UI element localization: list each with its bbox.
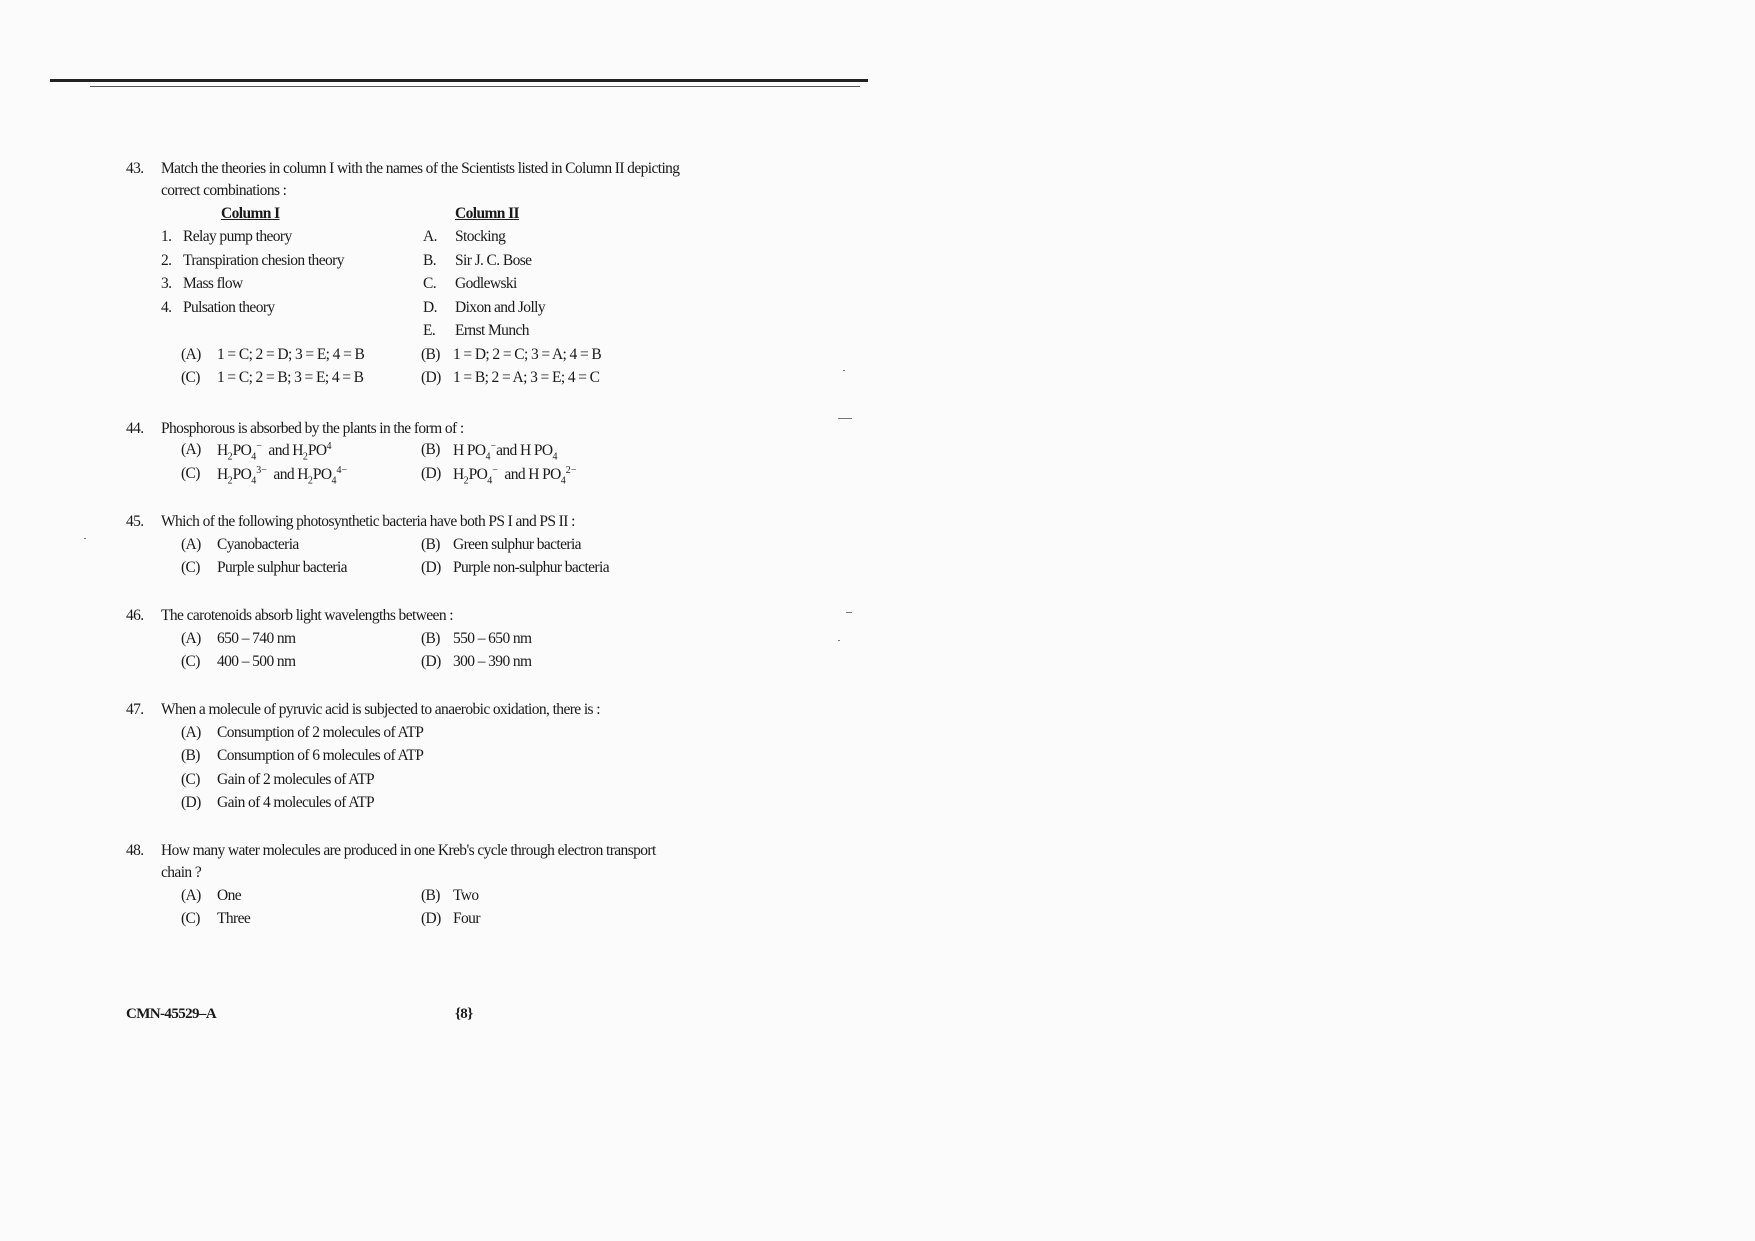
option-text: 1 = B; 2 = A; 3 = E; 4 = C	[453, 369, 600, 387]
top-rule	[50, 79, 868, 82]
option-text: 1 = C; 2 = D; 3 = E; 4 = B	[217, 345, 365, 363]
option-label: (B)	[421, 441, 440, 459]
question-number: 43.	[126, 160, 144, 177]
question-46	[126, 605, 686, 674]
option-label: (B)	[181, 747, 200, 765]
column-1-item: Transpiration chesion theory	[183, 251, 344, 269]
scan-speck	[838, 640, 840, 641]
option-label: (C)	[181, 770, 200, 788]
top-rule-thin	[90, 86, 860, 87]
option-label: (D)	[421, 559, 441, 577]
question-text: Match the theories in column I with the names of the Scientists listed in Column II depicting correct combinations :	[161, 160, 680, 199]
scan-speck	[843, 370, 845, 371]
option-label: (C)	[181, 910, 200, 928]
option-label: (D)	[421, 910, 441, 928]
question-number: 47.	[126, 701, 144, 718]
option-label: (B)	[421, 886, 440, 904]
option-text: Gain of 4 molecules of ATP	[217, 794, 375, 812]
option-text: One	[217, 886, 242, 904]
option-text: Three	[217, 910, 251, 928]
question-number: 46.	[126, 607, 144, 624]
option-label: (A)	[181, 535, 201, 553]
scan-speck	[84, 538, 86, 539]
option-text: 1 = C; 2 = B; 3 = E; 4 = B	[217, 369, 364, 387]
question-44	[126, 418, 686, 487]
option-text: Two	[453, 886, 479, 904]
option-text: $H_2PO_4^{3-}$ and $H_2PO_4^{4-}$	[217, 464, 348, 486]
question-48	[126, 840, 686, 931]
option-text: 650 – 740 nm	[217, 629, 296, 647]
column-1-item: Mass flow	[183, 275, 243, 293]
question-number: 44.	[126, 420, 144, 437]
question-text: Which of the following photosynthetic bacteria have both PS I and PS II :	[161, 513, 575, 530]
option-label: (B)	[421, 345, 440, 363]
option-text: Cyanobacteria	[217, 535, 299, 553]
option-label: (D)	[421, 369, 441, 387]
option-label: (B)	[421, 535, 440, 553]
option-text: $H_2PO_4^-$ and $H_2PO^4$	[217, 441, 332, 463]
page-number: {8}	[455, 1006, 473, 1022]
option-text: 550 – 650 nm	[453, 629, 532, 647]
option-text: 300 – 390 nm	[453, 653, 532, 671]
option-text: Purple sulphur bacteria	[217, 559, 347, 577]
option-label: (D)	[421, 464, 441, 482]
question-text: The carotenoids absorb light wavelengths between :	[161, 607, 453, 624]
option-label: (D)	[421, 653, 441, 671]
option-text: Four	[453, 910, 480, 928]
option-text: Purple non-sulphur bacteria	[453, 559, 609, 577]
question-text: Phosphorous is absorbed by the plants in the form of :	[161, 420, 464, 437]
option-label: (D)	[181, 794, 201, 812]
column-1-item: Pulsation theory	[183, 298, 275, 316]
column-2-item: Godlewski	[455, 275, 517, 293]
option-text: 400 – 500 nm	[217, 653, 296, 671]
column-1-item: Relay pump theory	[183, 228, 292, 246]
question-45	[126, 511, 686, 580]
option-text: Green sulphur bacteria	[453, 535, 581, 553]
column-1-heading: Column I	[221, 204, 280, 222]
column-2-item: Sir J. C. Bose	[455, 251, 532, 269]
question-47	[126, 699, 686, 815]
option-label: (C)	[181, 369, 200, 387]
scan-speck	[846, 612, 852, 613]
option-label: (A)	[181, 441, 201, 459]
column-2-item: Dixon and Jolly	[455, 298, 546, 316]
question-number: 48.	[126, 842, 144, 859]
option-label: (A)	[181, 629, 201, 647]
paper-code: CMN-45529–A	[126, 1006, 217, 1022]
question-text: When a molecule of pyruvic acid is subjected to anaerobic oxidation, there is :	[161, 701, 600, 718]
option-text: $H_2PO_4^-$ and H $PO_4^{2-}$	[453, 464, 577, 486]
scan-speck	[838, 418, 852, 419]
option-text: 1 = D; 2 = C; 3 = A; 4 = B	[453, 345, 602, 363]
option-label: (C)	[181, 559, 200, 577]
question-number: 45.	[126, 513, 144, 530]
option-label: (C)	[181, 653, 200, 671]
question-43: 43. Match the theories in column I with the names of the Scientists listed in Column II depicting correct combinations : Column I Column II 1. Relay pump theory A. Stocking 2. Transpiration chesion theory B. Sir J. C. Bose 3. Mass flow C. Godlewski 4. Pulsation theory D. Dixon and Jolly E. Ernst Munch (A) 1 = C; 2 = D; 3 = E; 4 = B (B) 1 = D; 2 = C; 3 = A; 4 = B (C) 1 = C; 2 = B; 3 = E; 4 = B (D) 1 = B; 2 = A; 3 = E; 4 = C	[126, 158, 686, 390]
option-text: Consumption of 6 molecules of ATP	[217, 747, 424, 765]
option-label: (C)	[181, 464, 200, 482]
option-label: (A)	[181, 345, 201, 363]
option-text: H $PO_4^-and$ H $PO_4$	[453, 441, 558, 463]
column-2-item: Stocking	[455, 228, 506, 246]
column-2-item: Ernst Munch	[455, 322, 529, 340]
option-text: Consumption of 2 molecules of ATP	[217, 723, 424, 741]
option-label: (B)	[421, 629, 440, 647]
option-text: Gain of 2 molecules of ATP	[217, 770, 375, 788]
option-label: (A)	[181, 723, 201, 741]
question-text: How many water molecules are produced in one Kreb's cycle through electron transport chain ?	[161, 842, 656, 881]
column-2-heading: Column II	[455, 204, 519, 222]
option-label: (A)	[181, 886, 201, 904]
